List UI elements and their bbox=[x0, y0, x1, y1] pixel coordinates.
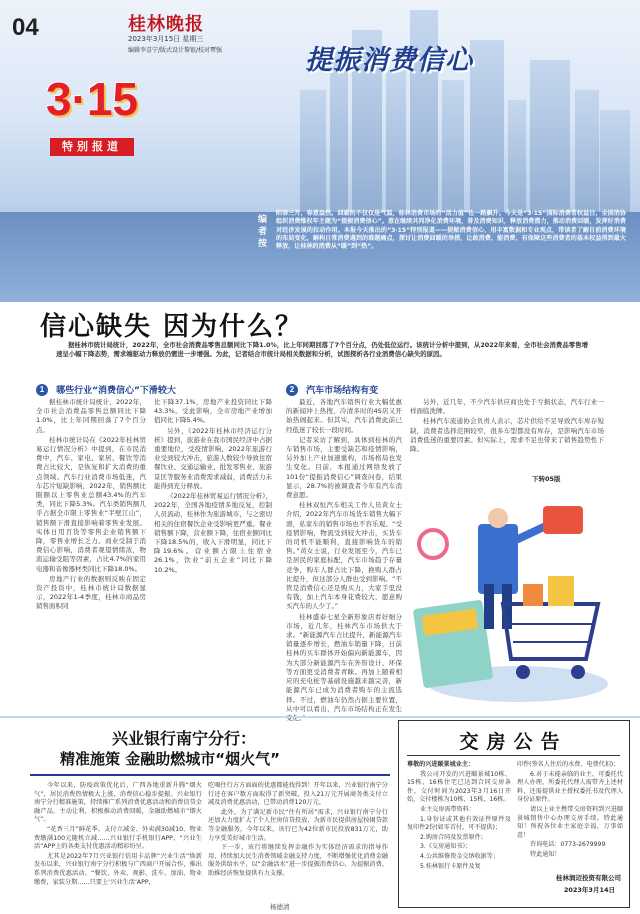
editor-note-label: 编者按 bbox=[258, 215, 268, 249]
badge-315 bbox=[36, 72, 148, 172]
notice-date: 2023年3月14日 bbox=[563, 886, 615, 894]
bank-author: 杨德清 bbox=[270, 903, 290, 911]
notice-box bbox=[398, 720, 630, 908]
notice-title: 交房公告 bbox=[459, 731, 568, 753]
section2-number: 2 bbox=[286, 384, 298, 396]
badge-315-number: 3·15 bbox=[45, 73, 139, 125]
section1-number: 1 bbox=[36, 384, 48, 396]
bank-column1: 今年以来，防疫政策优化后，广西各地重新升腾“烟火气”，居民消费热情极大上涨，消费信心稳步提振。兴业银行南宁分行精准施策，持续推广系列消费优惠活动和消费信贷金融产品，主动让利，积极推动消费回暖，金融助燃城市“烟火气”。 “花香三月”鲜花季、支付立减金、外卖满30减10、物业费缴满100元随机立减……兴业银行手机银行APP、“兴业生活”APP上的各类支付优惠活动精彩纷呈。 尤其是2022年7月兴业银行信用卡品牌“兴业生活”焕新发布以来，兴业银行南宁分行积极与广西商户开展合作，推出系列消费优惠活动。“餐饮、外卖、观影、洗车、加油、物业缴费，家装分期……只要上‘兴业生活’APP， bbox=[34, 782, 202, 886]
section2-column1: 最近，各地汽车销售行业大幅优惠的新闻冲上热搜，冷清多时的4S店又开始热闹起来。但其实，汽车消费此前已经低迷了较长一段时间。 记者采访了解到，具体到桂林的汽车销售市场，主要受缺芯和疫情影响，另外加上产业加速重构，市场格局也发生变化。目前，本报通过网络发放了101份“提振消费信心”调查问卷，结果显示，28.7%的被调查者今年有汽车消费意愿。 桂林双恒汽车相关工作人员黄女士介绍，2022年汽车市场货车销售大幅下滑，私家车的销售市场也不容乐观。“受疫情影响，物流受到较大冲击，买货车的司机不能顺利，直接影响货车的销售。”黄女士说，行业发展至今，汽车已是居民的家庭标配，汽车市场趋于存量竞争，购车人群占比下降，换购人群占比提升，但这部分人群也受到影响。“不管是消费信心还是购买力，大家手里没有钱，加上汽车本身花费较大，愿意购买汽车的人少了。” 桂林盛泰七星全新形象店看好细分市场，近几年，桂林汽车市场供大于求。“新能源汽车占比提升，新能源汽车销量逐步增长，燃油车销量下降，日前桂林的买车群体开始偏向新能源车，因为大部分新能源汽车在外形设计、环保等方面更受消费者青睐。再加上随着相应的充电桩等基础设施越来越完善，新能源汽车已成为消费者购车的主流选择。不过，燃油车仍然占据主要位置，从中可以看出，汽车市场结构正在发生 bbox=[286, 398, 402, 713]
date-line: 2023年3月15日 星期三 bbox=[128, 35, 204, 43]
notice-column1: 尊敬的兴进颐景城业主： 我公司开发的兴进颐景城10栋、15栋、16栋住宅已达到合同交房条件，交付时间为2023年3月16日开始，交付楼栋为10栋、15栋、16栋。 业主交房需带资料： 1.身份证或其他有效证件原件及复印件2份(如零首付，可不提供)； 2.购房合同及发票原件； 3.《交房通知书》； 4.公共维修资金交纳收据等； 5.桂林银行卡原件及复 bbox=[407, 761, 511, 870]
section2-header bbox=[286, 379, 486, 396]
notice-company: 桂林润迈投资有限公司 bbox=[556, 874, 621, 882]
hero-title: 提振消费信心 bbox=[305, 45, 473, 76]
editor-line: 编辑李喜宁/版式设计黎银/校对覃强 bbox=[128, 47, 223, 54]
shopping-cart-illustration bbox=[408, 484, 613, 709]
editor-note-text: 阳春三月，春意盎然。回暖的不仅仅是气温，桂林消费市场的“活力值”也一路飙升。今天是“3·15”国际消费者权益日，全国消协组织消费维权年主题为“提振消费信心”。意在继续共同净化消费环境，普及消费知识，释放消费潜力，推动消费回暖，发挥好消费对经济发展的拉动作用。本报今天推出的“3·15”特别报道——提振消费信心，用丰富数据和专业观点，带读者了解目前消费环境的布局变化，解构日常消费遇到的难题痛点，探讨让消费回暖的举措，让敢消费、能消费、有保障这些消费者的基本权益得到最大释放，让桂林的消费从“暖”到“热”。 bbox=[276, 210, 626, 251]
section-divider bbox=[0, 716, 640, 718]
bank-title-2: 精准施策 金融助燃城市“烟火气” bbox=[60, 750, 280, 768]
bank-title-underline bbox=[30, 774, 390, 776]
continue-note: 下转05版 bbox=[532, 475, 561, 483]
section2-title: 汽车市场结构有变 bbox=[306, 386, 379, 396]
section1-title: 哪些行业“消费信心”下滑较大 bbox=[56, 386, 176, 396]
page-number: 04 bbox=[12, 14, 39, 41]
notice-title-underline bbox=[407, 755, 620, 756]
headline: 信心缺失 因为什么？ bbox=[40, 312, 304, 342]
paper-name: 桂林晚报 bbox=[128, 14, 204, 35]
notice-column2: 印件(签名人住后的水费、电费代扣)； 6.对于未能亲临的业主，可委托代理人办理，所委托代理人需带齐上述材料，还需提供业主授权委托书及代理人身份证原件。 请以上业主携带交房资料到兴进颐景城销售中心办理交房手续。特此通知！预祝各位业主家庭幸福，万事如意！ 咨询电话：0773-2679999 特此通知！ bbox=[517, 761, 623, 858]
section1-column2: 比下降37.1%，房地产业投资同比下降43.3%。受此影响，全市房地产业增加值同比下降5.4%。 另外，《2022年桂林市经济运行分析》提到，旅游业在我市国民经济中占据重要地位，受疫情影响，2022年旅游行业受到较大冲击，旅游人数较少导致住宿餐饮业、交通运输业、批发零售业、旅游景区等服务业消费需求减弱，消费活力未能得到充分释放。 《2022年桂林贸易运行情况分析》，2022年，全国各地疫情多地反复，控制人员流动，桂林作为旅游城市，与之密切相关的住宿餐饮企业受影响更严重。餐业销售额下降，营业额下降，住宿业额同比下降18.5%的，收入下滑明显，同比下降19.6%。营业额占限上住宿业26.1%，饮业“前五企业”同比下降10.2%。 bbox=[154, 398, 272, 574]
bank-title-1: 兴业银行南宁分行： bbox=[112, 729, 257, 748]
section2-column2: 另外，近几年，不少汽车供应商也处于亏损状态，汽车行业一样面临洗牌。 桂林汽车流通协会负责人表示，芯片供给不足导致汽车库存短缺，消费者选择范围较窄，很多车型都没有库存，是影响汽车市场消费低迷的重要因素。但实际上，需求不足也带来了销售趋势性下降。 bbox=[410, 398, 604, 454]
bank-column2: 吃喝住行方方面面的优惠都能找得到！开年以来，兴业银行南宁分行还在客户数方面取得了新突破，投入21万元开展商务类支付立减及消费优惠活动，已带动消费120万元。 此外，为了满足新市民“住有所居”需求，兴业银行南宁分行还加大力度扩大了个人住房信贷投放，为新市民提供房屋按揭贷款等金融服务，今年以来，该行已为42位新市民投放831万元，助力享受美好城市生活。 下一步，该行将继续发挥金融作为实体经济需求的指导作用，持续加大民生消费领域金融支持力度，不断增强优化消费金融服务供给水平，以“金融活水”进一步提振消费信心，为提振消费、助推经济恢复提供有力支撑。 bbox=[208, 782, 388, 877]
section1-column1: 据桂林市统计局统计，2022年，全市社会消费品零售总额同比下降1.0%，比上年同期回落了7个百分点。 桂林市统计局在《2022年桂林贸易运行情况分析》中提到，在市民消费中，汽车、家电、家居、餐饮等消费占比较大，是恢复和扩大消费的重点领域。汽车行业消费市场低迷，汽车芯片短缺影响，2022年，销售额比限额以上零售业总额43.4%的汽车类，同比下降5.3%。汽车类销售额几乎占据全市限上零售业“半壁江山”，销售额下滑直接影响着零售业发展。实体日用百货等零售企业销售额下降，零售业增长乏力。商业受制于消费信心影响，消费者观望情绪浓，物流运输受阻等因素，占比4.7%的家用电器和音像器材类同比下降18.0%。 房地产行业的数据则反映在固定资产投资中，桂林市统计局数据显示，2022年1-4季度，桂林市商品房销售面积同 bbox=[36, 398, 146, 611]
lead: 据桂林市统计局统计，2022年，全市社会消费品零售总额同比下降1.0%，比上年同期回落了7个百分点，仍处低位运行。该统计分析中提到，从2022年来看，全市社会消费品零售增速呈小幅下降态势，需求端驱动力释放仍需进一步增强。为此，记者结合市统计局相关数据和分析，试图探析各行业消费信心缺失的原因。 bbox=[56, 341, 588, 358]
badge-315-text: 特别报道 bbox=[50, 138, 134, 156]
section1-header bbox=[36, 379, 236, 396]
